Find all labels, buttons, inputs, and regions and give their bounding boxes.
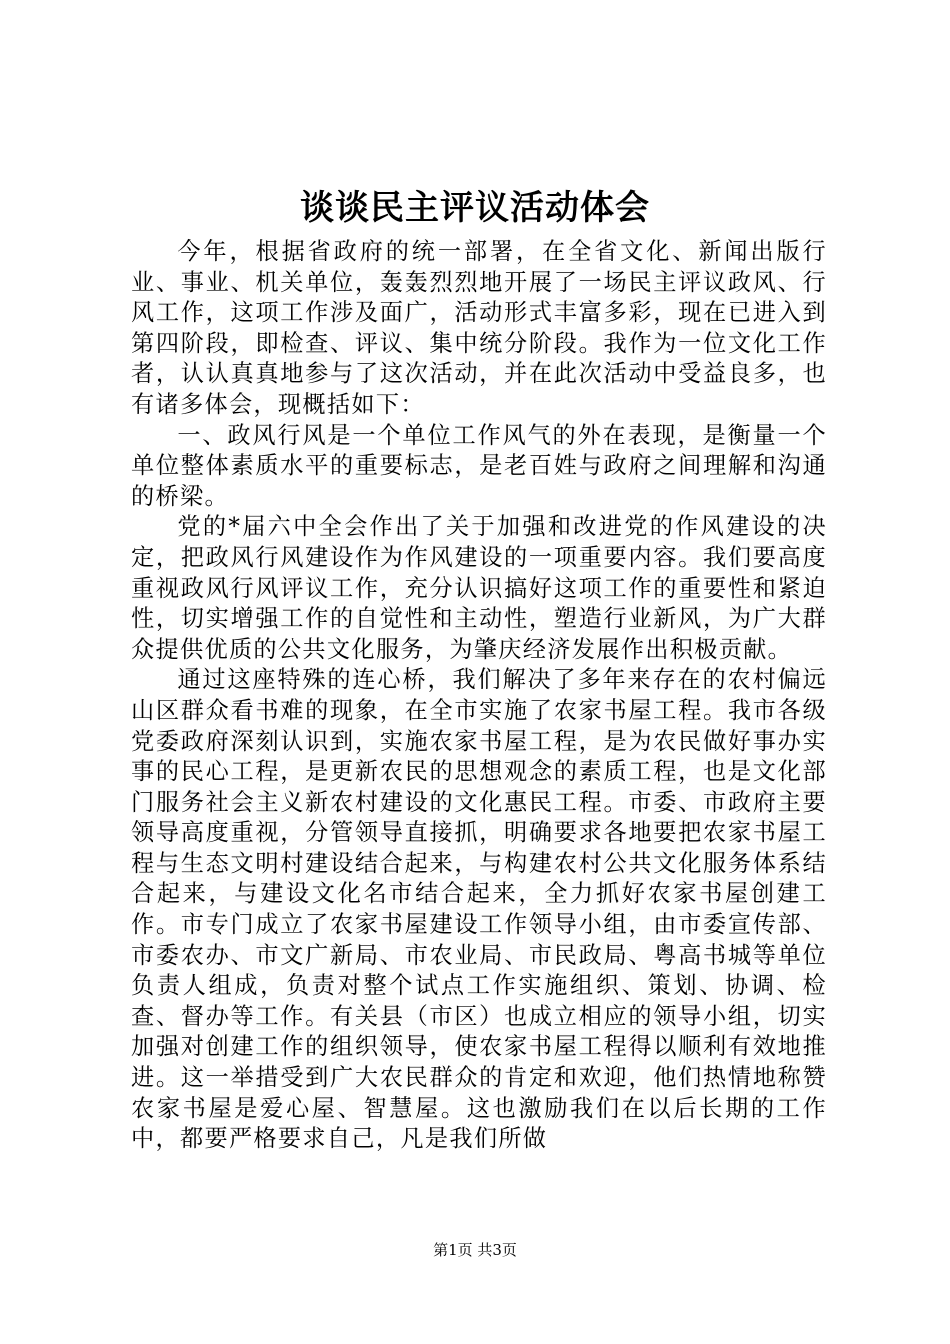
document-title: 谈谈民主评议活动体会 (300, 188, 650, 228)
document-body (131, 237, 827, 1155)
paragraph-farm-library: 通过这座特殊的连心桥，我们解决了多年来存在的农村偏远山区群众看书难的现象，在全市实施了农家书屋工程。我市各级党委政府深刻认识到，实施农家书屋工程，是为农民做好事办实事的民心工程，是更新农民的思想观念的素质工程，也是文化部门服务社会主义新农村建设的文化惠民工程。市委、市政府主要领导高度重视，分管领导直接抓，明确要求各地要把农家书屋工程与生态文明村建设结合起来，与构建农村公共文化服务体系结合起来，与建设文化名市结合起来，全力抓好农家书屋创建工作。市专门成立了农家书屋建设工作领导小组，由市委宣传部、市委农办、市文广新局、市农业局、市民政局、粤高书城等单位负责人组成，负责对整个试点工作实施组织、策划、协调、检查、督办等工作。有关县（市区）也成立相应的领导小组，切实加强对创建工作的组织领导，使农家书屋工程得以顺利有效地推进。这一举措受到广大农民群众的肯定和欢迎，他们热情地称赞农家书屋是爱心屋、智慧屋。这也激励我们在以后长期的工作中，都要严格要求自己，凡是我们所做 (131, 666, 827, 1153)
page-number-footer: 第1页 共3页 (433, 1241, 517, 1259)
paragraph-point-one: 一、政风行风是一个单位工作风气的外在表现，是衡量一个单位整体素质水平的重要标志，是老百姓与政府之间理解和沟通的桥梁。 (131, 421, 827, 510)
paragraph-intro: 今年，根据省政府的统一部署，在全省文化、新闻出版行业、事业、机关单位，轰轰烈烈地开展了一场民主评议政风、行风工作，这项工作涉及面广，活动形式丰富多彩，现在已进入到第四阶段，即检查、评议、集中统分阶段。我作为一位文化工作者，认认真真地参与了这次活动，并在此次活动中受益良多，也有诸多体会，现概括如下： (131, 238, 827, 418)
paragraph-party-decision: 党的*届六中全会作出了关于加强和改进党的作风建设的决定，把政风行风建设作为作风建设的一项重要内容。我们要高度重视政风行风评议工作，充分认识搞好这项工作的重要性和紧迫性，切实增强工作的自觉性和主动性，塑造行业新风，为广大群众提供优质的公共文化服务，为肇庆经济发展作出积极贡献。 (131, 513, 827, 663)
